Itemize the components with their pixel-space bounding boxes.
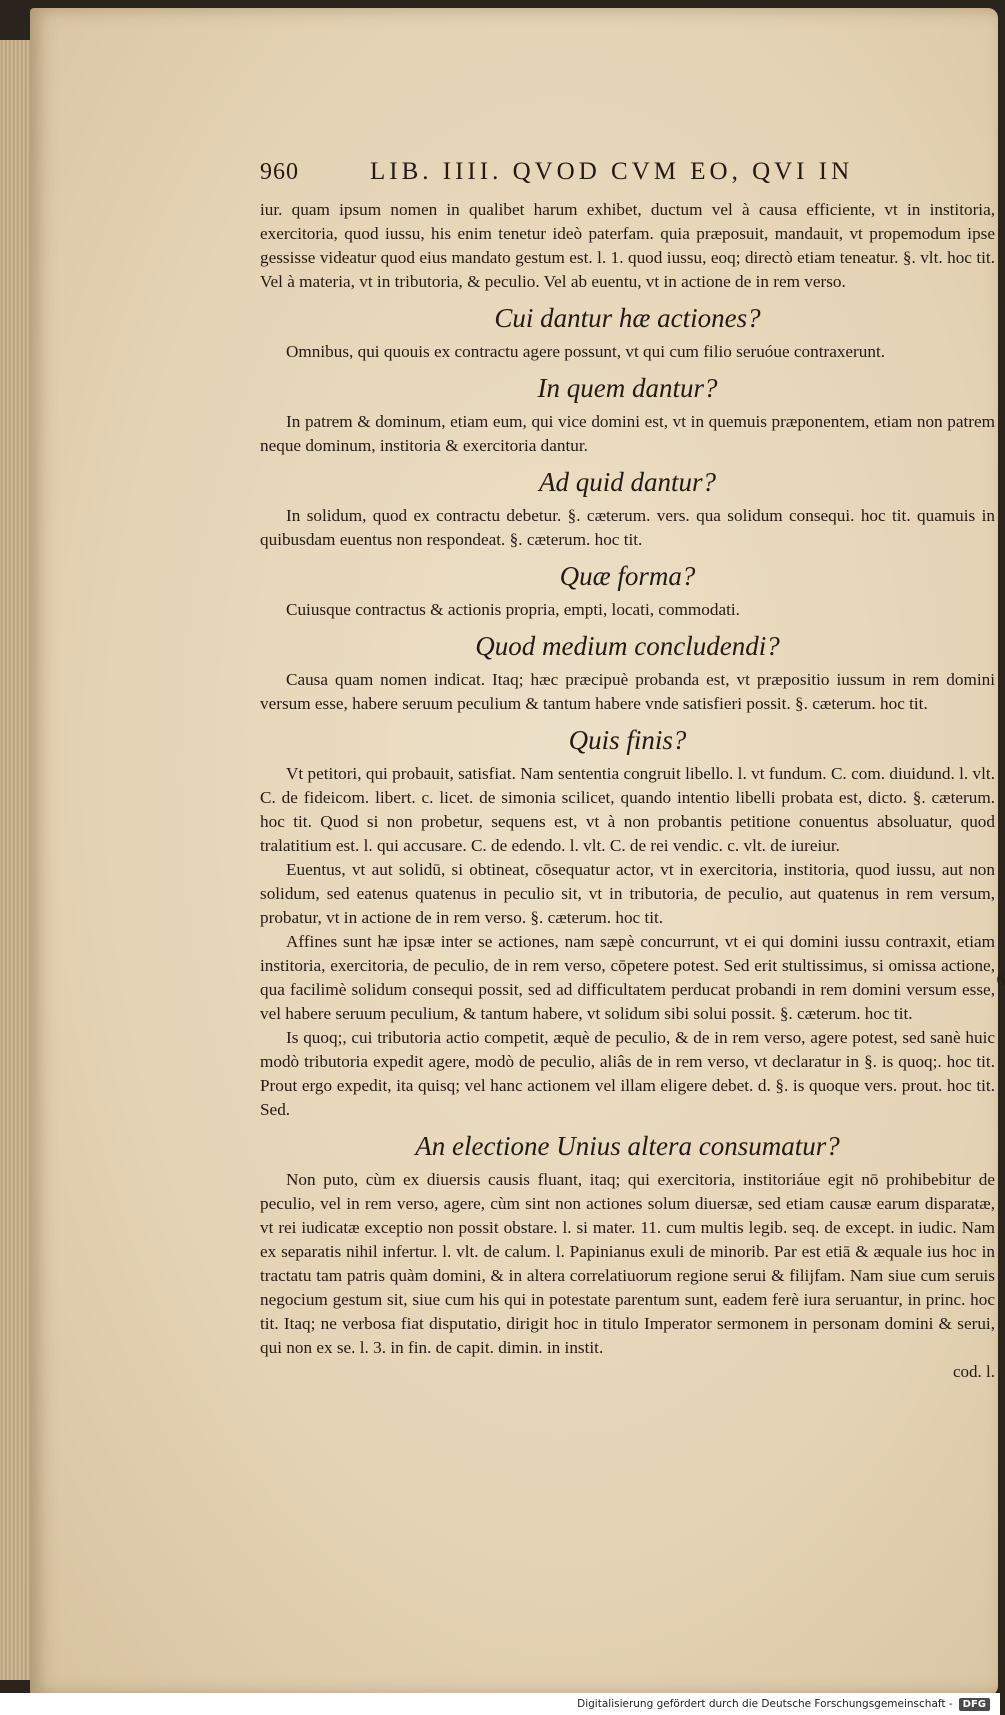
section-heading: Quis finis? [568, 725, 687, 755]
paragraph: iur. quam ipsum nomen in qualibet harum exhibet, ductum vel à causa efficiente, vt in institoria, exercitoria, quod iussu, his enim tenetur ideò paterfam. quia præposuit, mandauit, vt propemodum ipse gessisse videatur quod eius mandato gestum est. l. 1. quod iussu, eoq; directò etiam teneatur. §. vlt. hoc tit. Vel à materia, vt in tributoria, & peculio. Vel ab euentu, vt in actione de in rem verso. [260, 200, 995, 291]
margin-note: 6 [996, 970, 1005, 989]
paragraph: Affines sunt hæ ipsæ inter se actiones, nam sæpè concurrunt, vt ei qui domini iussu contraxit, etiam institoria, exercitoria, de peculio, de in rem verso, cōpetere potest. Sed erit stultissimus, si omissa actione, qua facilimè solidum consequi possit, sed ad difficultatem perducat probandi in rem domini versum esse, vel habere seruum peculium, & tantum habere, vt solidum sibi solui possit. §. cæterum. hoc tit. [260, 932, 995, 1023]
book-page [30, 8, 1005, 1696]
section-heading: In quem dantur? [537, 373, 718, 403]
section-heading: Quæ forma? [559, 561, 696, 591]
catchword: cod. l. [952, 1362, 995, 1381]
paragraph: Non puto, cùm ex diuersis causis fluant, itaq; qui exercitoria, institoriáue egit nō prohibebitur de peculio, vel in rem verso, agere, cùm sint non actiones solum diuersæ, sed etiam causæ earum disparatæ, vt rei iudicatæ exceptio non possit obstare. l. si mater. 11. cum multis legib. seq. de except. in iudic. Nam ex separatis nihil infertur. l. vlt. de calum. l. Papinianus exuli de minorib. Par est etiā & æquale ius hoc in tractatu tam patris quàm domini, & in altera correlatiuorum regione serui & filijfam. Nam siue cum seruis negocium gestum sit, siue cum his qui in potestate parentum sunt, eadem ferè iura seruantur, in princ. hoc tit. Itaq; ne verbosa fiat disputatio, dirigit hoc in titulo Imperator sermonem in personam domini & serui, qui non ex se. l. 3. in fin. de capit. dimin. in instit. [260, 1170, 995, 1357]
section-heading: Quod medium concludendi? [475, 631, 780, 661]
paragraph: Vt petitori, qui probauit, satisfiat. Nam sententia congruit libello. l. vt fundum. C. com. diuidund. l. vlt. C. de fideicom. libert. c. licet. de simonia scilicet, quando intentio libelli probata est, dicto. §. cæterum. hoc tit. Quod si non probetur, sequens est, vt à non probantis petitione conuentus absoluatur, quod tralatitium est. l. qui accusare. C. de edendo. l. vlt. C. de rei vendic. c. vlt. de iureiur. [260, 764, 995, 855]
section-heading: Cui dantur hæ actiones? [494, 303, 761, 333]
footer-credit: Digitalisierung gefördert durch die Deutsche Forschungsgemeinschaft - [577, 1698, 953, 1710]
paragraph: Cuiusque contractus & actionis propria, empti, locati, commodati. [286, 600, 740, 619]
section-heading: An electione Unius altera consumatur? [415, 1131, 840, 1161]
paragraph: In patrem & dominum, etiam eum, qui vice domini est, vt in quemuis præponentem, etiam non patrem neque dominum, institoria & exercitoria dantur. [260, 412, 995, 455]
running-title: LIB. IIII. QVOD CVM EO, QVI IN [370, 158, 854, 185]
page-content [260, 158, 1005, 1384]
section-heading: Ad quid dantur? [538, 467, 716, 497]
paragraph: Causa quam nomen indicat. Itaq; hæc præcipuè probanda est, vt præpositio iussum in rem domini versum esse, habere seruum peculium & tantum habere vnde satisfieri possit. §. cæterum. hoc tit. [260, 670, 995, 713]
running-head [260, 158, 995, 198]
paragraph: Euentus, vt aut solidū, si obtineat, cōsequatur actor, vt in exercitoria, institoria, quod iussu, aut non solidum, sed eatenus quatenus in peculio sit, vt in tributoria, de peculio, aut quatenus in rem versum, probatur, vt in actione de in rem verso. §. cæterum. hoc tit. [260, 860, 995, 927]
paragraph: Omnibus, qui quouis ex contractu agere possunt, vt qui cum filio seruóue contraxerunt. [286, 342, 886, 361]
page-number: 960 [260, 159, 299, 185]
paragraph: In solidum, quod ex contractu debetur. §. cæterum. vers. qua solidum consequi. hoc tit. quamuis in quibusdam euentus non respondeat. §. cæterum. hoc tit. [260, 506, 995, 549]
dfg-logo: DFG [959, 1698, 990, 1711]
digitization-footer [0, 1693, 1000, 1715]
paragraph: Is quoq;, cui tributoria actio competit, æquè de peculio, & de in rem verso, agere potest, sed sanè huic modò tributoria expedit agere, modò de peculio, aliâs de in rem verso, vt declaratur in §. is quoq;. hoc tit. Prout ergo expedit, ita quisq; vel hanc actionem vel illam eligere debet. d. §. is quoque vers. prout. hoc tit. Sed. [260, 1028, 995, 1119]
